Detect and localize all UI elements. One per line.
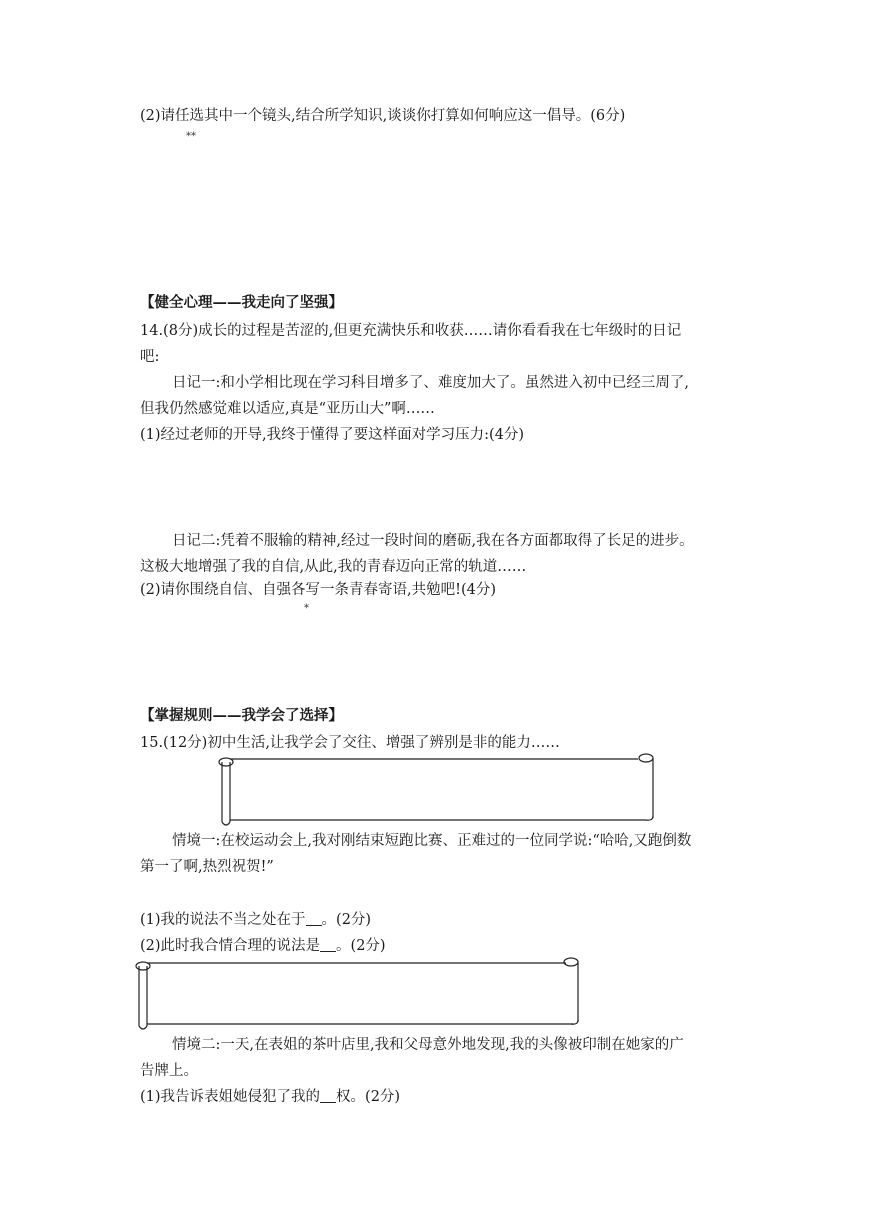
s1-q1-text: (1)我的说法不当之处在于 (140, 912, 306, 928)
section-heading-rules: 【掌握规则——我学会了选择】 (140, 707, 343, 724)
q15-intro: 15.(12分)初中生活,让我学会了交往、增强了辨别是非的能力…… (140, 735, 560, 751)
scroll-banner-1 (210, 752, 660, 830)
s2-q1-text: (1)我告诉表姐她侵犯了我的 (140, 1089, 321, 1105)
situation2-line1: 情境二:一天,在表姐的茶叶店里,我和父母意外地发现,我的头像被印制在她家的广 (172, 1037, 684, 1053)
q13-part2: (2)请任选其中一个镜头,结合所学知识,谈谈你打算如何响应这一倡导。(6分) (140, 108, 626, 124)
s1-q1-score: 。(2分) (321, 912, 372, 928)
situation1-line2: 第一了啊,热烈祝贺!” (140, 859, 274, 875)
q14-intro-line1: 14.(8分)成长的过程是苦涩的,但更充满快乐和收获……请你看看我在七年级时的日记 (140, 323, 682, 339)
situation2-q1 (140, 1087, 400, 1107)
answer-blank[interactable] (320, 1088, 336, 1103)
s1-q2-text: (2)此时我合情合理的说法是 (140, 938, 321, 954)
diary2-line2: 这极大地增强了我的自信,从此,我的青春迈向正常的轨道…… (140, 559, 527, 575)
answer-blank[interactable] (306, 911, 322, 926)
s1-q2-score: 。(2分) (336, 938, 386, 954)
situation1-line1: 情境一:在校运动会上,我对刚结束短跑比赛、正难过的一位同学说:“哈哈,又跑倒数 (172, 833, 692, 849)
situation1-q2 (140, 936, 386, 956)
situation2-line2: 告牌上。 (140, 1063, 198, 1079)
emphasis-dots: ** (186, 131, 196, 142)
s2-q1-score: 权。(2分) (336, 1089, 401, 1105)
q14-part2: (2)请你围绕自信、自强各写一条青春寄语,共勉吧!(4分) (140, 582, 497, 598)
scroll-banner-2 (134, 954, 584, 1032)
answer-blank[interactable] (320, 937, 336, 952)
q14-intro-line2: 吧: (140, 349, 160, 365)
diary1-line1: 日记一:和小学相比现在学习科目增多了、难度加大了。虽然进入初中已经三周了, (172, 375, 689, 391)
diary1-line2: 但我仍然感觉难以适应,真是“亚历山大”啊…… (140, 401, 435, 417)
emphasis-dot: * (304, 603, 309, 614)
diary2-line1: 日记二:凭着不服输的精神,经过一段时间的磨砺,我在各方面都取得了长足的进步。 (172, 533, 694, 549)
q14-part1: (1)经过老师的开导,我终于懂得了要这样面对学习压力:(4分) (140, 427, 525, 443)
section-heading-psychology: 【健全心理——我走向了坚强】 (140, 294, 343, 311)
situation1-q1 (140, 910, 371, 930)
